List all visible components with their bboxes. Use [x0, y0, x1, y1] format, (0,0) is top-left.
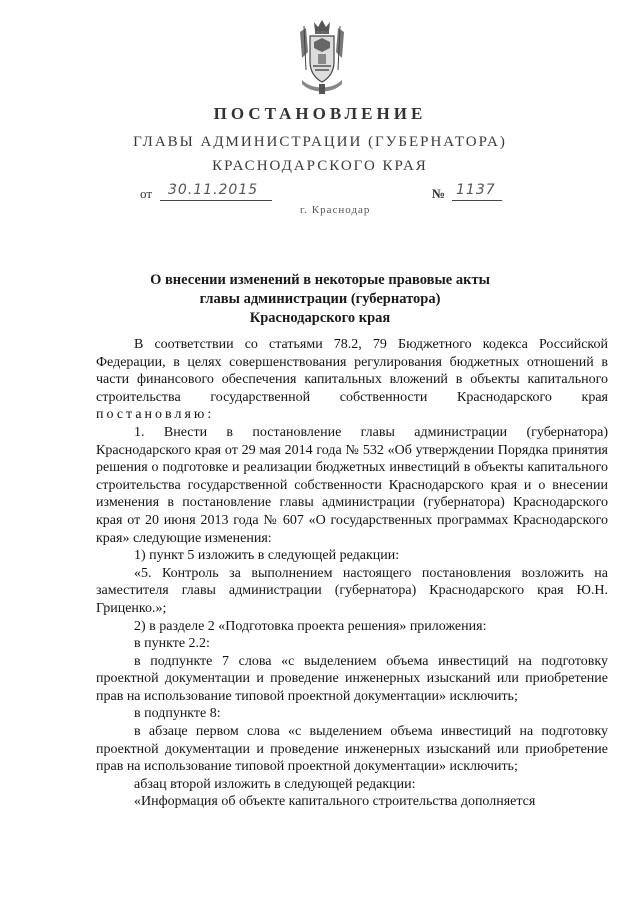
date-label: от [140, 186, 153, 201]
document-body [96, 336, 608, 811]
paragraph-quote-5: «5. Контроль за выполнением настоящего постановления возложить на заместителя главы администрации (губернатора) Краснодарского края Ю.Н. Гриценко.»; [96, 565, 608, 616]
number-handwritten: 1137 [456, 182, 496, 198]
decree-word: постановляю: [96, 407, 215, 423]
city-label: г. Краснодар [300, 204, 371, 216]
paragraph-item-1: 1. Внести в постановление главы администрации (губернатора) Краснодарского края от 29 мая 2014 года № 532 «Об утверждении Порядка принятия решения о подготовке и реализации бюджетных инвестиций в объекты капитального строительства государственной собственности Краснодарского края и о внесении изменения в постановление главы администрации (губернатора) Краснодарского края от 20 июня 2013 года № 607 «О государственных программах Краснодарского края» следующие изменения: [96, 424, 608, 546]
paragraph-subpoint-8: в подпункте 8: [134, 706, 221, 722]
date-underline [160, 200, 272, 201]
paragraph-subpoint-7: в подпункте 7 слова «с выделением объема инвестиций на подготовку проектной документации и проведение инженерных изысканий или приобретение прав на использование типовой проектной документации» исключить; [96, 653, 608, 704]
paragraph-preamble [96, 336, 608, 424]
paragraph-point-2-2: в пункте 2.2: [134, 636, 210, 652]
document-title: О внесении изменений в некоторые правовые акты главы администрации (губернатора) Краснодарского края [150, 272, 490, 326]
number-label: № [432, 186, 446, 201]
preamble-text: В соответствии со статьями 78.2, 79 Бюджетного кодекса Российской Федерации, в целях совершенствования регулирования бюджетных отношений в части финансового обеспечения капитальных вложений в объекты капитального строительства государственной собственности Краснодарского края [96, 337, 608, 405]
coat-of-arms-emblem [296, 18, 348, 96]
paragraph-second-abzac: абзац второй изложить в следующей редакции: [134, 776, 416, 792]
paragraph-subitem-1: 1) пункт 5 изложить в следующей редакции: [134, 548, 400, 564]
paragraph-info-quote: «Информация об объекте капитального строительства дополняется [134, 794, 536, 810]
number-underline [452, 200, 502, 201]
document-type-heading: ПОСТАНОВЛЕНИЕ [213, 104, 427, 123]
issuer-heading-line2: КРАСНОДАРСКОГО КРАЯ [212, 158, 428, 174]
issuer-heading-line1: ГЛАВЫ АДМИНИСТРАЦИИ (ГУБЕРНАТОРА) [133, 134, 507, 150]
date-handwritten: 30.11.2015 [168, 182, 259, 198]
paragraph-subitem-2: 2) в разделе 2 «Подготовка проекта решения» приложения: [134, 618, 487, 634]
paragraph-first-abzac: в абзаце первом слова «с выделением объема инвестиций на подготовку проектной документации и проведение инженерных изысканий или приобретение прав на использование типовой проектной документации» исключить; [96, 724, 608, 775]
